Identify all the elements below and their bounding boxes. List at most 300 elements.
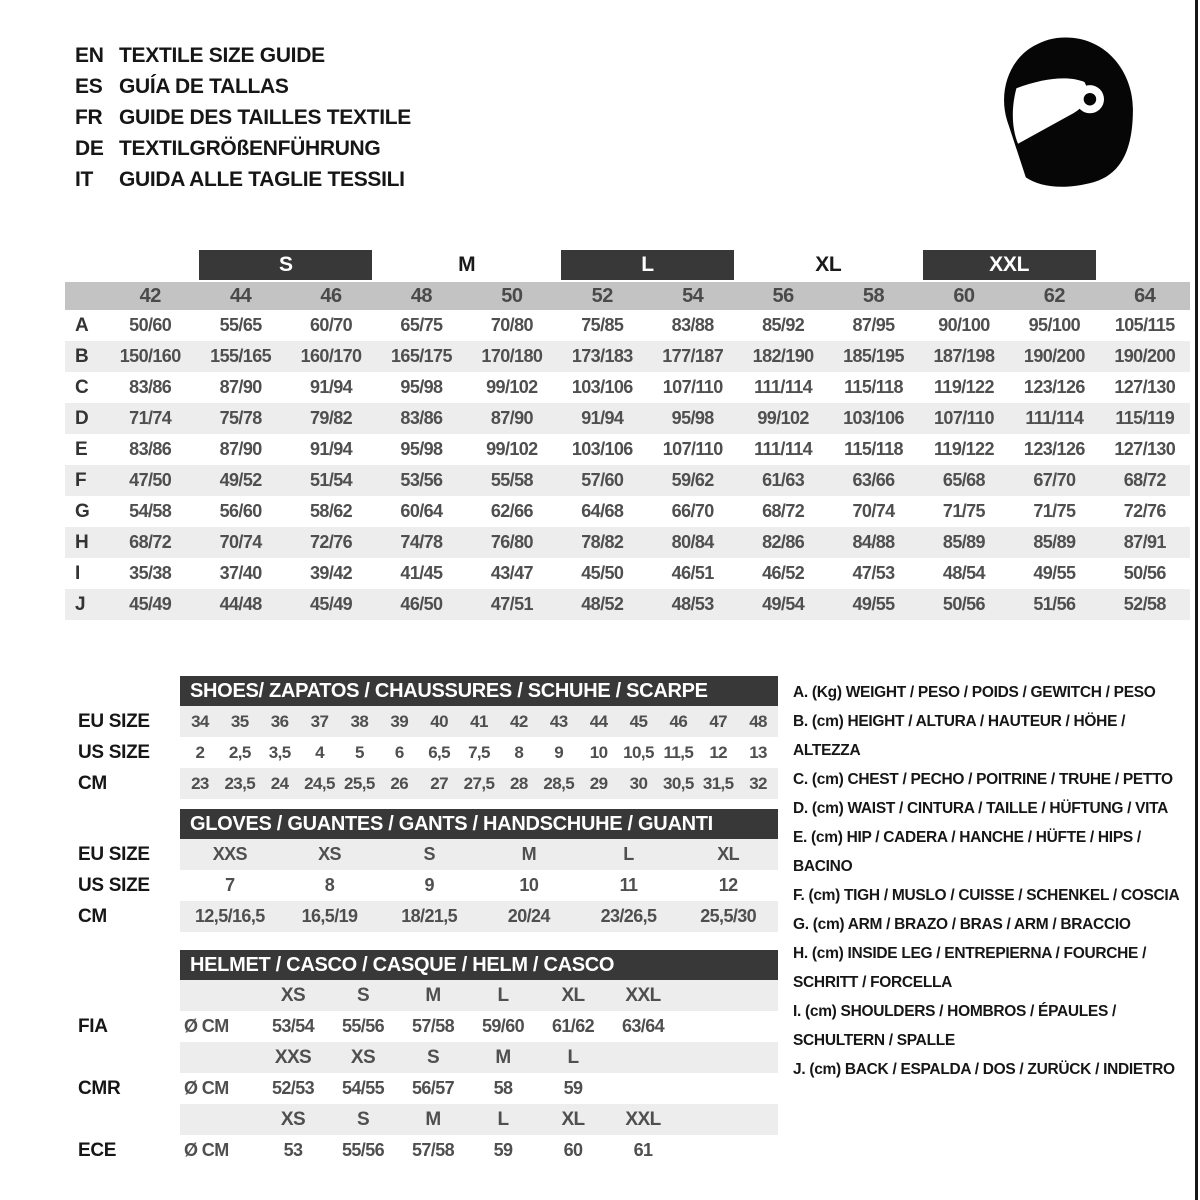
size-cell: 53/54 [271, 1016, 315, 1036]
size-cell: 3,5 [268, 742, 291, 762]
size-cell: 83/88 [671, 315, 714, 335]
size-cell: 41 [470, 711, 488, 731]
size-cell: 59/62 [671, 470, 714, 490]
size-cell: 83/86 [129, 377, 172, 397]
legend-item: B. (cm) HEIGHT / ALTURA / HAUTEUR / HÖHE / ALTEZZA [793, 713, 1126, 759]
size-row-D [65, 403, 1190, 434]
size-cell: 28,5 [543, 773, 575, 793]
size-cell: 119/122 [934, 439, 994, 459]
size-cell: 187/198 [933, 346, 995, 366]
title-line [75, 102, 411, 133]
size-cell: 85/92 [762, 315, 805, 335]
size-group-XL: XL [815, 253, 842, 276]
size-cell: XXS [212, 844, 247, 864]
helmet-size-label: S [426, 1046, 440, 1068]
size-cell: 107/110 [662, 439, 723, 459]
row-cells [180, 980, 778, 1011]
size-cell: 45/49 [129, 594, 172, 614]
helmet-size-table [78, 980, 778, 1166]
size-cell: 111/114 [1025, 408, 1084, 428]
size-cell: 91/94 [581, 408, 624, 428]
size-cell: 65/75 [400, 315, 443, 335]
size-cell: 107/110 [934, 408, 994, 428]
size-cell: 6 [394, 742, 404, 762]
row-cells [180, 839, 778, 870]
row-label: E [75, 438, 88, 460]
size-cell: 49/55 [852, 594, 895, 614]
size-cell: 87/91 [1123, 532, 1166, 552]
size-cell: 185/195 [843, 346, 904, 366]
size-cell: 87/90 [219, 377, 262, 397]
unit-label: Ø CM [184, 1016, 229, 1036]
size-cell: 111/114 [754, 439, 813, 459]
row-label-spacer [78, 980, 180, 1011]
size-cell: 170/180 [481, 346, 543, 366]
row-cells [180, 901, 778, 932]
size-cell: 127/130 [1114, 377, 1176, 397]
size-cell: 65/68 [942, 470, 985, 490]
size-cell: 87/90 [490, 408, 533, 428]
size-cell: 60/64 [400, 501, 443, 521]
size-cell: 58 [493, 1078, 513, 1098]
size-row-B [65, 341, 1190, 372]
size-cell: 5 [354, 742, 364, 762]
row-label: US SIZE [78, 741, 150, 763]
shoes-size-table [78, 706, 778, 799]
row-label: D [75, 407, 89, 429]
unit-spacer [180, 980, 258, 1011]
size-cell: 23,5 [224, 773, 256, 793]
size-cell: 61/62 [551, 1016, 595, 1036]
size-cell: 40 [430, 711, 448, 731]
size-row-J [65, 589, 1190, 620]
size-cell: 70/74 [219, 532, 262, 552]
gloves-size-table [78, 839, 778, 932]
size-cell: 45/49 [310, 594, 353, 614]
row-label: EU SIZE [78, 843, 150, 865]
size-group-L: L [561, 250, 734, 280]
row-label: B [75, 345, 89, 367]
size-cell: 34 [191, 711, 209, 731]
unit-spacer [180, 1104, 258, 1135]
size-cell: 2 [195, 742, 205, 762]
size-cell: 85/89 [942, 532, 985, 552]
language-code: IT [75, 167, 94, 191]
language-code: FR [75, 105, 103, 129]
legend-item: C. (cm) CHEST / PECHO / POITRINE / TRUHE / PETTO [793, 771, 1173, 788]
numeric-size: 46 [320, 284, 342, 307]
size-cell: 41/45 [400, 563, 443, 583]
size-cell: 24 [270, 773, 289, 793]
size-cell: 57/58 [411, 1140, 455, 1160]
size-cell: 160/170 [300, 346, 362, 366]
size-cell: 50/56 [1123, 563, 1166, 583]
helmet-size-label: S [356, 984, 370, 1006]
numeric-size: 60 [953, 284, 975, 307]
size-cell: 83/86 [400, 408, 443, 428]
size-cell: 29 [589, 773, 608, 793]
helmet-size-label: S [356, 1108, 370, 1130]
row-cells [180, 706, 778, 737]
size-cell: 30,5 [662, 773, 694, 793]
size-cell: 36 [270, 711, 289, 731]
unit-label: Ø CM [184, 1078, 229, 1098]
textile-size-table [65, 250, 1190, 620]
size-cell: 32 [749, 773, 767, 793]
size-cell: 4 [315, 742, 324, 762]
size-cell: 68/72 [762, 501, 805, 521]
size-cell: 190/200 [1114, 346, 1176, 366]
size-cell: 95/98 [400, 377, 443, 397]
legend-item: H. (cm) INSIDE LEG / ENTREPIERNA / FOURCHE / SCHRITT / FORCELLA [793, 945, 1147, 991]
gloves-row [78, 839, 778, 870]
title-line [75, 71, 411, 102]
size-group-header [65, 250, 1190, 280]
size-cell: 51/54 [310, 470, 353, 490]
size-cell: 87/90 [219, 439, 262, 459]
row-label: J [75, 593, 86, 615]
row-cells [180, 1073, 778, 1104]
size-cell: 119/122 [934, 377, 994, 397]
size-cell: 51/56 [1033, 594, 1076, 614]
unit-label: Ø CM [184, 1140, 229, 1160]
size-cell: 35/38 [129, 563, 172, 583]
size-cell: M [521, 844, 537, 864]
lower-tables [78, 676, 778, 1166]
legend-item: D. (cm) WAIST / CINTURA / TAILLE / HÜFTUNG / VITA [793, 800, 1169, 817]
size-cell: 123/126 [1023, 377, 1085, 397]
size-cell: 115/118 [844, 377, 903, 397]
size-cell: 71/75 [1033, 501, 1076, 521]
size-cell: 62/66 [490, 501, 533, 521]
helmet-size-label: L [497, 984, 509, 1006]
size-cell: 75/78 [219, 408, 262, 428]
size-cell: 9 [554, 742, 564, 762]
helmet-size-label: M [425, 984, 441, 1006]
numeric-size: 58 [862, 284, 885, 307]
size-cell: 61 [633, 1140, 653, 1160]
helmet-size-label: XS [280, 984, 306, 1006]
size-cell: 48/52 [581, 594, 624, 614]
size-cell: 54/55 [341, 1078, 385, 1098]
size-cell: 165/175 [391, 346, 452, 366]
size-cell: L [623, 844, 634, 864]
size-cell: 91/94 [310, 439, 353, 459]
row-label: US SIZE [78, 874, 150, 896]
size-cell: 53 [283, 1140, 303, 1160]
title-text: TEXTILE SIZE GUIDE [119, 43, 325, 67]
size-row-I [65, 558, 1190, 589]
size-cell: 37 [310, 711, 329, 731]
size-cell: 46/51 [671, 563, 714, 583]
row-label: G [75, 500, 90, 522]
helmet-size-label: M [495, 1046, 511, 1068]
size-cell: 91/94 [310, 377, 353, 397]
size-cell: 79/82 [310, 408, 353, 428]
language-code: ES [75, 74, 103, 98]
size-cell: 39/42 [310, 563, 353, 583]
size-cell: 24,5 [304, 773, 335, 793]
size-cell: 11 [619, 875, 638, 895]
size-cell: 48/53 [671, 594, 714, 614]
size-cell: XL [717, 844, 740, 864]
row-label: A [75, 314, 89, 336]
measurement-legend [793, 678, 1190, 1084]
size-cell: 111/114 [754, 377, 813, 397]
helmet-size-label: XL [561, 984, 585, 1006]
helmet-size-header-row [78, 980, 778, 1011]
size-cell: 123/126 [1023, 439, 1085, 459]
size-cell: 75/85 [581, 315, 624, 335]
helmet-size-header-row [78, 1042, 778, 1073]
size-cell: 50/60 [129, 315, 172, 335]
size-cell: 54/58 [129, 501, 172, 521]
size-row-F [65, 465, 1190, 496]
size-cell: 55/58 [490, 470, 533, 490]
size-cell: 13 [749, 742, 767, 762]
size-cell: 18/21,5 [401, 906, 458, 926]
numeric-size: 42 [139, 284, 161, 307]
row-label: CM [78, 772, 107, 794]
size-cell: 103/106 [843, 408, 904, 428]
helmet-value-row [78, 1011, 778, 1042]
size-cell: 23 [191, 773, 209, 793]
helmet-size-label: XL [561, 1108, 585, 1130]
row-cells [180, 870, 778, 901]
size-cell: 115/118 [844, 439, 903, 459]
size-cell: 70/80 [490, 315, 533, 335]
shoes-row [78, 768, 778, 799]
size-cell: 37/40 [219, 563, 262, 583]
shoes-row [78, 706, 778, 737]
size-cell: 177/187 [662, 346, 724, 366]
size-cell: 72/76 [310, 532, 353, 552]
size-cell: 8 [514, 742, 524, 762]
size-cell: 6,5 [428, 742, 451, 762]
size-cell: 60/70 [310, 315, 353, 335]
size-cell: 85/89 [1033, 532, 1076, 552]
size-cell: 26 [390, 773, 409, 793]
size-cell: 82/86 [762, 532, 805, 552]
row-label: H [75, 531, 89, 553]
helmet-size-label: M [425, 1108, 441, 1130]
title-text: GUIDA ALLE TAGLIE TESSILI [119, 167, 405, 191]
row-label-spacer [78, 1042, 180, 1073]
size-cell: 55/56 [341, 1016, 385, 1036]
size-cell: 59/60 [481, 1016, 525, 1036]
row-label: I [75, 562, 81, 584]
size-cell: 70/74 [852, 501, 895, 521]
size-cell: 44/48 [219, 594, 262, 614]
size-cell: 27,5 [463, 773, 495, 793]
size-row-H [65, 527, 1190, 558]
size-cell: 78/82 [581, 532, 624, 552]
size-cell: 52/58 [1123, 594, 1166, 614]
title-line [75, 133, 411, 164]
language-code: EN [75, 43, 104, 67]
size-row-G [65, 496, 1190, 527]
size-cell: 47/53 [852, 563, 895, 583]
gloves-title-bar: GLOVES / GUANTES / GANTS / HANDSCHUHE / GUANTI [180, 809, 778, 839]
row-label: C [75, 376, 89, 398]
helmet-value-row [78, 1073, 778, 1104]
numeric-size-band [65, 282, 1190, 310]
size-cell: 30 [629, 773, 648, 793]
helmet-size-label: XS [350, 1046, 376, 1068]
row-label: F [75, 469, 87, 491]
numeric-size: 44 [229, 284, 252, 307]
row-cells [180, 1011, 778, 1042]
title-text: TEXTILGRÖßENFÜHRUNG [119, 136, 381, 160]
size-cell: 50/56 [942, 594, 985, 614]
size-cell: 84/88 [852, 532, 895, 552]
legend-item: G. (cm) ARM / BRAZO / BRAS / ARM / BRACCIO [793, 916, 1131, 933]
legend-item: I. (cm) SHOULDERS / HOMBROS / ÉPAULES / SCHULTERN / SPALLE [793, 1003, 1117, 1049]
size-cell: 25,5 [344, 773, 375, 793]
size-cell: 63/64 [621, 1016, 665, 1036]
size-cell: S [423, 844, 435, 864]
row-cells [180, 1135, 778, 1166]
helmet-size-label: L [497, 1108, 509, 1130]
title-line [75, 164, 411, 195]
size-cell: 9 [424, 875, 434, 895]
size-table-body [65, 310, 1190, 620]
size-cell: 44 [589, 711, 608, 731]
size-cell: 67/70 [1033, 470, 1076, 490]
size-cell: 190/200 [1023, 346, 1085, 366]
size-cell: 48 [749, 711, 767, 731]
size-cell: 103/106 [571, 439, 633, 459]
size-cell: 55/56 [341, 1140, 385, 1160]
row-cells [180, 1104, 778, 1135]
size-cell: 83/86 [129, 439, 172, 459]
language-code: DE [75, 136, 104, 160]
size-cell: 10 [519, 875, 539, 895]
legend-item: E. (cm) HIP / CADERA / HANCHE / HÜFTE / HIPS / BACINO [793, 829, 1141, 875]
size-cell: 46/50 [400, 594, 443, 614]
band-spacer [65, 282, 105, 310]
legend-item: A. (Kg) WEIGHT / PESO / POIDS / GEWITCH / PESO [793, 684, 1156, 701]
size-cell: 57/58 [411, 1016, 455, 1036]
helmet-size-label [608, 1042, 678, 1073]
size-cell: 53/56 [400, 470, 443, 490]
shoes-title-bar: SHOES/ ZAPATOS / CHAUSSURES / SCHUHE / SCARPE [180, 676, 778, 706]
size-cell: 39 [390, 711, 409, 731]
numeric-size: 56 [772, 284, 794, 307]
size-cell: 56/57 [411, 1078, 455, 1098]
helmet-size-label: XXL [625, 984, 661, 1006]
title-text: GUÍA DE TALLAS [119, 74, 289, 98]
numeric-size: 52 [591, 284, 613, 307]
gloves-row [78, 901, 778, 932]
size-row-A [65, 310, 1190, 341]
size-group-XXL: XXL [923, 250, 1096, 280]
size-cell: 56/60 [219, 501, 262, 521]
size-cell: 61/63 [762, 470, 805, 490]
size-cell: 2,5 [228, 742, 251, 762]
size-cell: 23/26,5 [600, 906, 657, 926]
size-cell: 46 [669, 711, 688, 731]
size-cell: 150/160 [119, 346, 181, 366]
size-cell: 46/52 [762, 563, 805, 583]
helmet-size-label: XS [280, 1108, 306, 1130]
size-cell: 57/60 [581, 470, 624, 490]
title-block [75, 40, 411, 195]
size-cell: 115/119 [1115, 408, 1175, 428]
size-cell: 7 [225, 875, 235, 895]
numeric-size: 48 [410, 284, 433, 307]
row-label: EU SIZE [78, 710, 150, 732]
size-cell: 8 [324, 875, 335, 895]
size-row-C [65, 372, 1190, 403]
row-cells [180, 1042, 778, 1073]
size-cell: 10,5 [623, 742, 654, 762]
size-cell: 99/102 [486, 439, 538, 459]
size-cell: 60 [563, 1140, 583, 1160]
size-cell: 105/115 [1114, 315, 1175, 335]
size-cell: 49/54 [762, 594, 805, 614]
helmet-title-bar: HELMET / CASCO / CASQUE / HELM / CASCO [180, 950, 778, 980]
standard-label: ECE [78, 1139, 117, 1161]
size-cell: 47 [709, 711, 728, 731]
size-cell: 31,5 [702, 773, 734, 793]
size-cell: 127/130 [1114, 439, 1176, 459]
size-cell: 20/24 [507, 906, 550, 926]
size-cell: 55/65 [219, 315, 262, 335]
size-cell: 28 [510, 773, 528, 793]
title-text: GUIDE DES TAILLES TEXTILE [119, 105, 411, 129]
size-cell: 43 [549, 711, 568, 731]
numeric-size: 64 [1134, 284, 1156, 307]
size-cell: 99/102 [486, 377, 538, 397]
size-cell: 87/95 [852, 315, 895, 335]
size-cell: 12 [709, 742, 728, 762]
size-cell: 71/75 [942, 501, 985, 521]
size-cell: 12 [718, 875, 738, 895]
size-row-E [65, 434, 1190, 465]
size-cell: 71/74 [129, 408, 172, 428]
helmet-value-row [78, 1135, 778, 1166]
size-cell [608, 1073, 678, 1104]
size-cell: 25,5/30 [700, 906, 757, 926]
size-cell: 52/53 [271, 1078, 315, 1098]
size-cell: XS [318, 844, 341, 864]
numeric-size: 54 [682, 284, 704, 307]
size-cell: 59 [563, 1078, 583, 1098]
size-cell: 76/80 [490, 532, 533, 552]
size-cell: 63/66 [852, 470, 895, 490]
helmet-size-label: XXL [625, 1108, 661, 1130]
shoes-row [78, 737, 778, 768]
size-cell: 90/100 [938, 315, 990, 335]
size-cell: 80/84 [671, 532, 714, 552]
standard-label: CMR [78, 1077, 121, 1099]
size-cell: 43/47 [490, 563, 533, 583]
size-cell: 103/106 [571, 377, 633, 397]
gloves-row [78, 870, 778, 901]
size-cell: 7,5 [468, 742, 490, 762]
size-cell: 99/102 [757, 408, 809, 428]
size-cell: 155/165 [210, 346, 272, 366]
numeric-size: 62 [1043, 284, 1065, 307]
size-cell: 95/98 [400, 439, 443, 459]
size-cell: 182/190 [752, 346, 814, 366]
size-cell: 95/98 [671, 408, 714, 428]
row-label: CM [78, 905, 107, 927]
size-cell: 47/50 [129, 470, 172, 490]
size-cell: 59 [493, 1140, 513, 1160]
legend-item: F. (cm) TIGH / MUSLO / CUISSE / SCHENKEL / COSCIA [793, 887, 1180, 904]
